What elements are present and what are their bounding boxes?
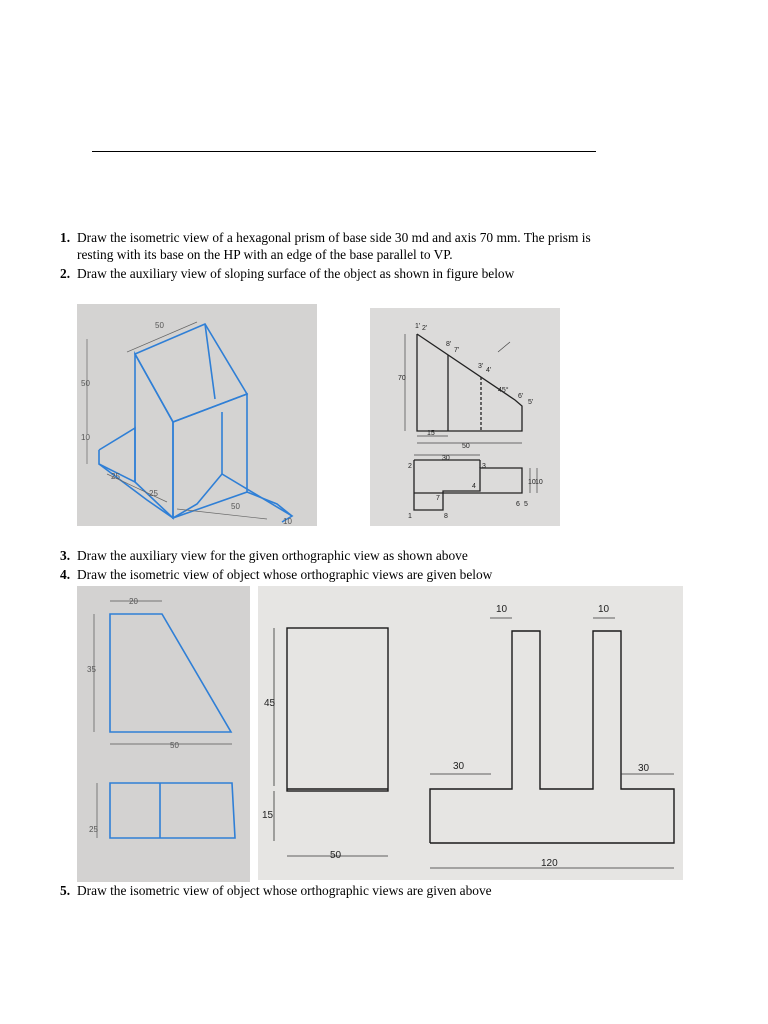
aux-p5: 5' — [528, 399, 534, 406]
aux-d50: 50 — [462, 443, 470, 450]
question-2 — [60, 265, 514, 282]
orthographic-small-figure — [77, 586, 250, 882]
question-number: 5. — [60, 883, 71, 898]
aux-b7: 7 — [436, 495, 440, 502]
question-number: 1. — [60, 230, 71, 245]
aux-b1: 1 — [408, 513, 412, 520]
ortho-big-d10-b: 10 — [598, 604, 610, 615]
ortho-big-d45: 45 — [264, 698, 276, 709]
aux-b8: 8 — [444, 513, 448, 520]
question-text: Draw the isometric view of object whose orthographic views are given above — [77, 883, 492, 898]
question-text-continued: resting with its base on the HP with an edge of the base parallel to VP. — [77, 247, 453, 262]
dim-50-base: 50 — [231, 502, 240, 511]
aux-b4: 4 — [472, 483, 476, 490]
question-5 — [60, 882, 492, 899]
dim-10-end: 10 — [283, 517, 292, 526]
ortho-big-d10-a: 10 — [496, 604, 508, 615]
aux-p6: 6' — [518, 393, 524, 400]
ortho-big-d15: 15 — [262, 810, 274, 821]
dim-25-a: 25 — [111, 472, 120, 481]
dim-50-top: 50 — [155, 321, 164, 330]
aux-p8: 8' — [446, 341, 452, 348]
aux-d10-b: 10 — [535, 479, 543, 486]
aux-p1: 1' — [415, 323, 421, 330]
ortho-small-d20: 20 — [129, 597, 138, 606]
question-number: 2. — [60, 266, 71, 281]
ortho-big-d120: 120 — [541, 858, 558, 869]
question-text: Draw the isometric view of a hexagonal prism of base side 30 md and axis 70 mm. The prism is — [77, 230, 591, 245]
aux-d10-a: 10 — [528, 479, 536, 486]
orthographic-large-figure — [258, 586, 683, 880]
isometric-figure — [77, 304, 317, 526]
aux-d70: 70 — [398, 375, 406, 382]
dim-10: 10 — [81, 433, 90, 442]
question-number: 4. — [60, 567, 71, 582]
aux-b6: 6 — [516, 501, 520, 508]
question-3 — [60, 547, 468, 564]
ortho-big-d50: 50 — [330, 850, 342, 861]
question-1 — [60, 229, 591, 263]
question-text: Draw the isometric view of object whose orthographic views are given below — [77, 567, 493, 582]
aux-d30: 30 — [442, 455, 450, 462]
aux-p4: 4' — [486, 367, 492, 374]
aux-p3: 3' — [478, 363, 484, 370]
aux-p2: 2' — [422, 325, 428, 332]
question-text: Draw the auxiliary view of sloping surface of the object as shown in figure below — [77, 266, 515, 281]
ortho-small-d25: 25 — [89, 825, 98, 834]
ortho-big-d30-a: 30 — [453, 761, 465, 772]
ortho-small-d35: 35 — [87, 665, 96, 674]
ortho-big-d30-b: 30 — [638, 763, 650, 774]
aux-b5: 5 — [524, 501, 528, 508]
aux-d15: 15 — [427, 430, 435, 437]
question-4 — [60, 566, 492, 583]
header-rule — [92, 151, 596, 152]
auxiliary-view-figure — [370, 308, 560, 526]
question-number: 3. — [60, 548, 71, 563]
aux-b2: 2 — [408, 463, 412, 470]
dim-25-b: 25 — [149, 489, 158, 498]
dim-50-side: 50 — [81, 379, 90, 388]
ortho-small-d50: 50 — [170, 741, 179, 750]
question-text: Draw the auxiliary view for the given orthographic view as shown above — [77, 548, 468, 563]
aux-b3: 3 — [482, 463, 486, 470]
aux-angle: 45° — [498, 387, 509, 394]
aux-p7: 7' — [454, 347, 460, 354]
